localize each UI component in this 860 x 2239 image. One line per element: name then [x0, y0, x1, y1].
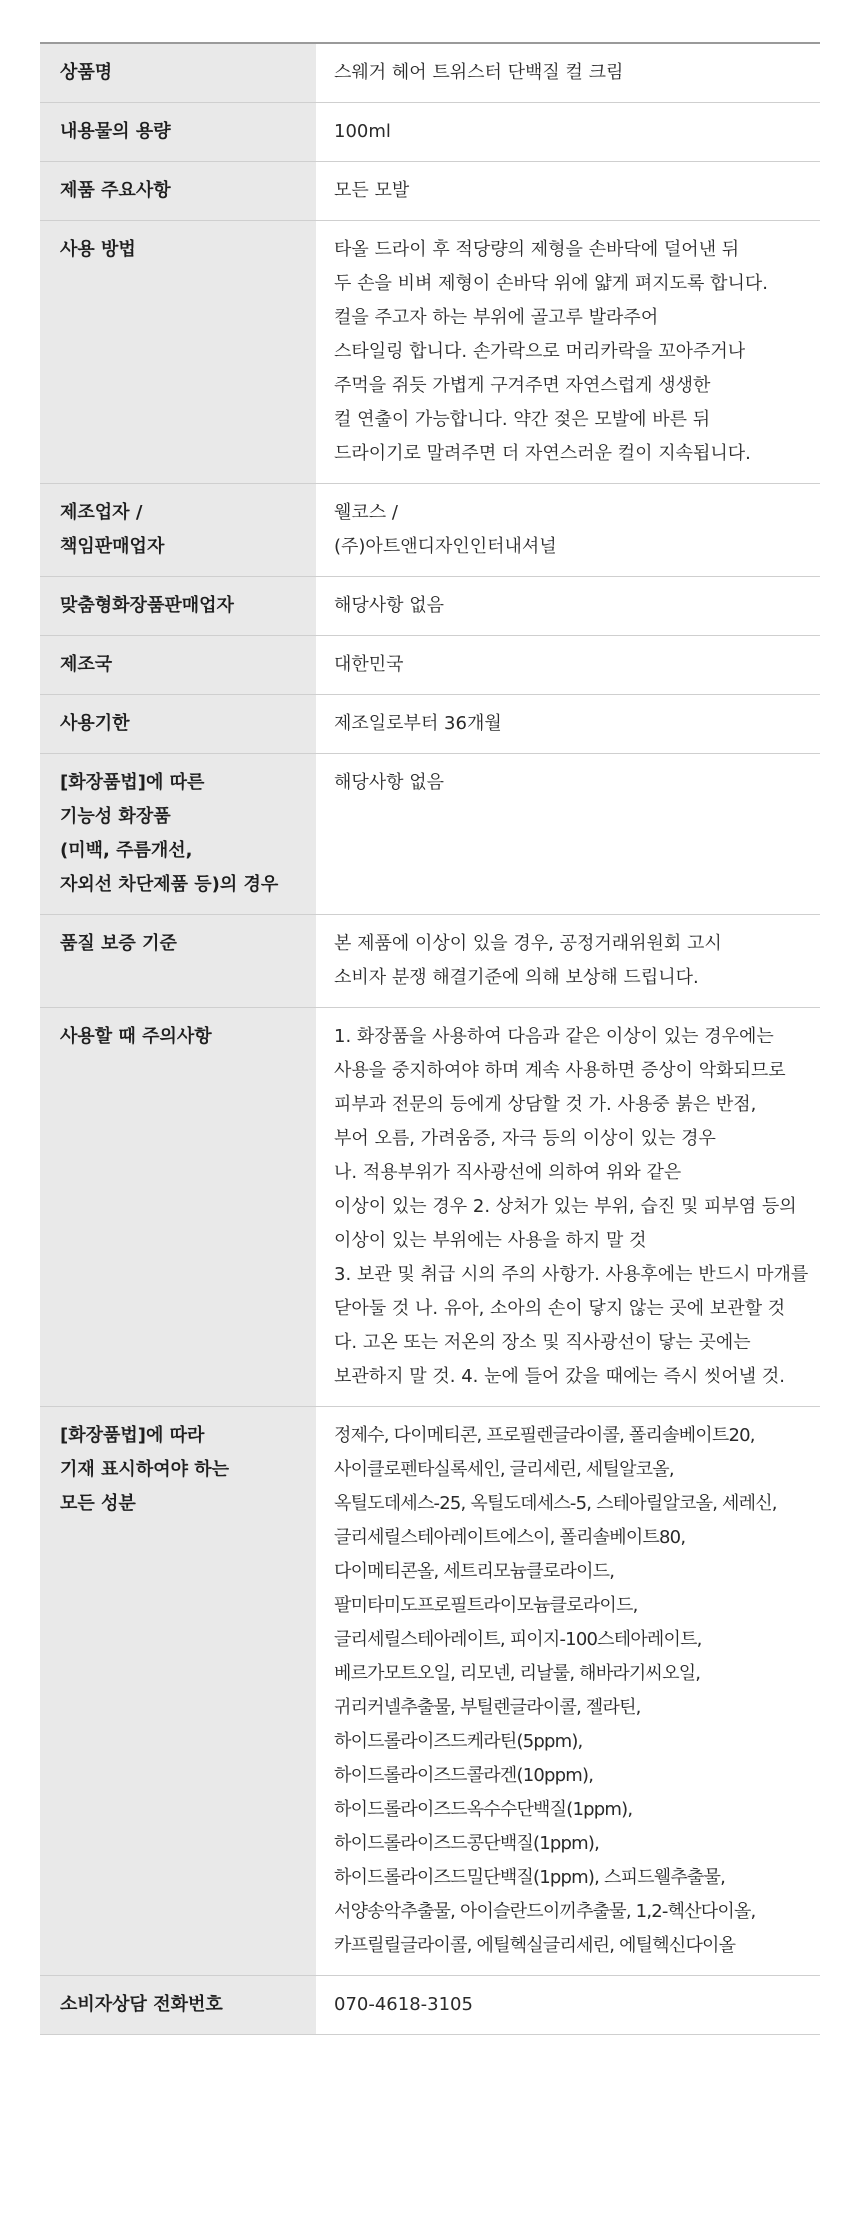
label-cautions: 사용할 때 주의사항 [40, 1008, 316, 1407]
label-usage: 사용 방법 [40, 221, 316, 484]
value-country: 대한민국 [316, 636, 820, 695]
label-quality: 품질 보증 기준 [40, 915, 316, 1008]
value-ingredients: 정제수, 다이메티콘, 프로필렌글라이콜, 폴리솔베이트20, 사이클로펜타실록세인, 글리세린, 세틸알코올, 옥틸도데세스-25, 옥틸도데세스-5, 스테아릴알코올, 세레신, 글리세릴스테아레이트에스이, 폴리솔베이트80, 다이메티콘올, 세트리모늄클로라이드, 팔미타미도프로필트라이모늄클로라이드, 글리세릴스테아레이트, 피이지-100스테아레이트, 베르가모트오일, 리모넨, 리날룰, 해바라기씨오일, 귀리커넬추출물, 부틸렌글라이콜, 젤라틴, 하이드롤라이즈드케라틴(5ppm), 하이드롤라이즈드콜라겐(10ppm), 하이드롤라이즈드옥수수단백질(1ppm), 하이드롤라이즈드콩단백질(1ppm), 하이드롤라이즈드밀단백질(1ppm), 스피드웰추출물, 서양송악추출물, 아이슬란드이끼추출물, 1,2-헥산다이올, 카프릴릴글라이콜, 에틸헥실글리세린, 에틸헥신다이올 [316, 1407, 820, 1976]
label-manufacturer: 제조업자 / 책임판매업자 [40, 484, 316, 577]
value-phone: 070-4618-3105 [316, 1976, 820, 2035]
value-functional: 해당사항 없음 [316, 754, 820, 915]
product-info-table [40, 42, 820, 2035]
row-custom-seller [40, 577, 820, 636]
value-expiry: 제조일로부터 36개월 [316, 695, 820, 754]
value-main-spec: 모든 모발 [316, 162, 820, 221]
row-phone [40, 1976, 820, 2035]
row-volume [40, 103, 820, 162]
label-volume: 내용물의 용량 [40, 103, 316, 162]
value-quality: 본 제품에 이상이 있을 경우, 공정거래위원회 고시 소비자 분쟁 해결기준에 의해 보상해 드립니다. [316, 915, 820, 1008]
row-manufacturer [40, 484, 820, 577]
row-ingredients [40, 1407, 820, 1976]
row-product-name [40, 43, 820, 103]
label-ingredients: [화장품법]에 따라 기재 표시하여야 하는 모든 성분 [40, 1407, 316, 1976]
label-expiry: 사용기한 [40, 695, 316, 754]
row-functional [40, 754, 820, 915]
value-usage: 타올 드라이 후 적당량의 제형을 손바닥에 덜어낸 뒤 두 손을 비벼 제형이 손바닥 위에 얇게 펴지도록 합니다. 컬을 주고자 하는 부위에 골고루 발라주어 스타일링 합니다. 손가락으로 머리카락을 꼬아주거나 주먹을 쥐듯 가볍게 구겨주면 자연스럽게 생생한 컬 연출이 가능합니다. 약간 젖은 모발에 바른 뒤 드라이기로 말려주면 더 자연스러운 컬이 지속됩니다. [316, 221, 820, 484]
label-product-name: 상품명 [40, 43, 316, 103]
label-phone: 소비자상담 전화번호 [40, 1976, 316, 2035]
value-custom-seller: 해당사항 없음 [316, 577, 820, 636]
label-custom-seller: 맞춤형화장품판매업자 [40, 577, 316, 636]
label-main-spec: 제품 주요사항 [40, 162, 316, 221]
value-volume: 100ml [316, 103, 820, 162]
row-usage [40, 221, 820, 484]
row-main-spec [40, 162, 820, 221]
row-expiry [40, 695, 820, 754]
label-country: 제조국 [40, 636, 316, 695]
value-product-name: 스웨거 헤어 트위스터 단백질 컬 크림 [316, 43, 820, 103]
row-country [40, 636, 820, 695]
value-cautions: 1. 화장품을 사용하여 다음과 같은 이상이 있는 경우에는 사용을 중지하여야 하며 계속 사용하면 증상이 악화되므로 피부과 전문의 등에게 상담할 것 가. 사용중 붉은 반점, 부어 오름, 가려움증, 자극 등의 이상이 있는 경우 나. 적용부위가 직사광선에 의하여 위와 같은 이상이 있는 경우 2. 상처가 있는 부위, 습진 및 피부염 등의 이상이 있는 부위에는 사용을 하지 말 것 3. 보관 및 취급 시의 주의 사항가. 사용후에는 반드시 마개를 닫아둘 것 나. 유아, 소아의 손이 닿지 않는 곳에 보관할 것 다. 고온 또는 저온의 장소 및 직사광선이 닿는 곳에는 보관하지 말 것. 4. 눈에 들어 갔을 때에는 즉시 씻어낼 것. [316, 1008, 820, 1407]
row-quality [40, 915, 820, 1008]
label-functional: [화장품법]에 따른 기능성 화장품 (미백, 주름개선, 자외선 차단제품 등)의 경우 [40, 754, 316, 915]
value-manufacturer: 웰코스 / (주)아트앤디자인인터내셔널 [316, 484, 820, 577]
row-cautions [40, 1008, 820, 1407]
